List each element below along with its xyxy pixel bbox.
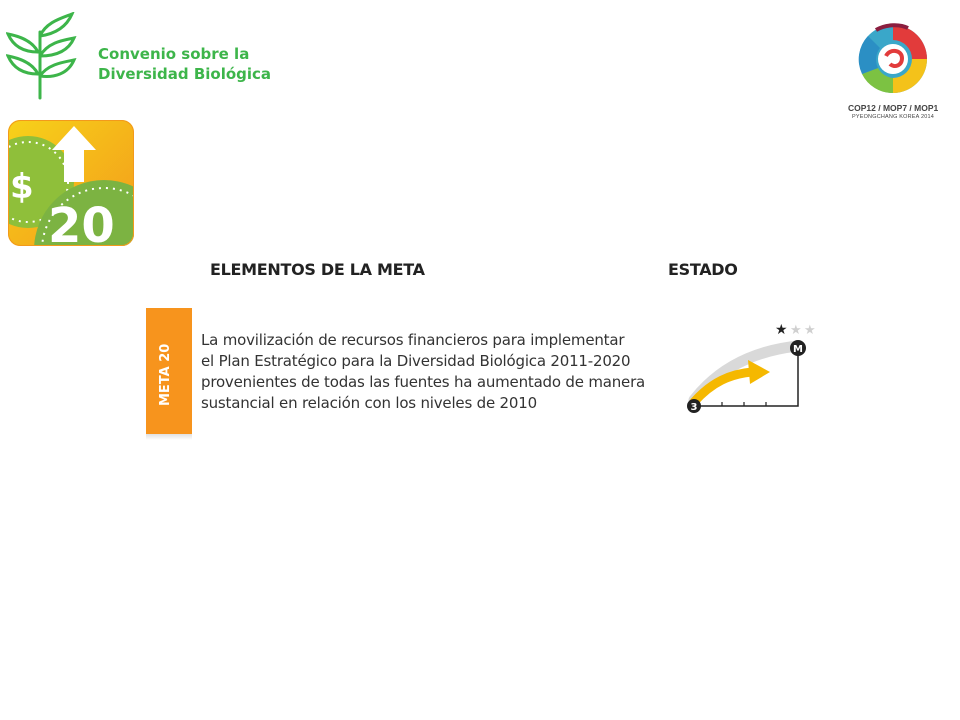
start-marker-label: 3 xyxy=(690,402,698,413)
goal-text-line: provenientes de todas las fuentes ha aumentado de manera xyxy=(201,373,646,391)
goal-text-line: La movilización de recursos financieros para implementar xyxy=(201,331,625,349)
star-empty-icon: ★ xyxy=(804,323,816,338)
progress-arrow-head xyxy=(748,360,770,384)
status-header: ESTADO xyxy=(668,260,738,279)
goal-description xyxy=(201,330,671,414)
end-marker-label: M xyxy=(793,344,803,355)
conference-location: PYEONGCHANG KOREA 2014 xyxy=(851,114,935,120)
org-name-line2: Diversidad Biológica xyxy=(98,65,272,83)
conference-title: COP12 / MOP7 / MOP1 xyxy=(848,103,939,113)
cop12-emblem-icon xyxy=(856,22,930,96)
cop12-logo xyxy=(848,22,938,122)
cbd-title xyxy=(98,44,271,84)
meta-tab-label: META 20 xyxy=(158,343,173,406)
org-name-line1: Convenio sobre la xyxy=(98,45,250,63)
goal-text-line: sustancial en relación con los niveles de 2010 xyxy=(201,394,537,412)
star-filled-icon: ★ xyxy=(775,322,788,338)
star-empty-icon: ★ xyxy=(790,323,802,338)
target-number: 20 xyxy=(48,198,115,246)
elements-header: ELEMENTOS DE LA META xyxy=(210,260,425,279)
dollar-symbol: $ xyxy=(10,167,34,207)
cbd-leaf-logo xyxy=(6,12,78,100)
status-progress-graphic xyxy=(682,316,822,422)
target-20-icon xyxy=(8,120,134,246)
goal-text-line: el Plan Estratégico para la Diversidad Biológica 2011-2020 xyxy=(201,352,631,370)
